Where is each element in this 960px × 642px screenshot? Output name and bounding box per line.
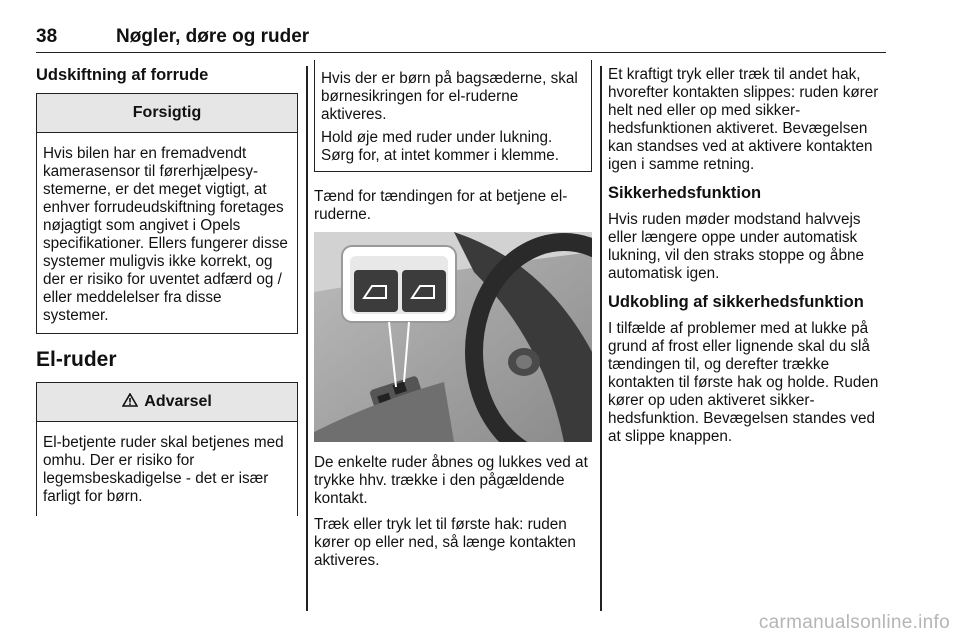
- warning-heading-text: Advarsel: [144, 393, 212, 410]
- notice-box-continued: [314, 60, 592, 172]
- page-header: [36, 26, 886, 53]
- paragraph-disable-safety: I tilfælde af problemer med at lukke på grund af frost eller lignende skal du slå tændingen til, og derefter trække kontakten til første hak og holde. Ruden kører op uden aktiveret sikkerhedsfunktion. Bevægelsen standes ved at slippe knappen.: [608, 320, 879, 445]
- column-left: [36, 60, 298, 516]
- page-number: 38: [36, 26, 58, 47]
- warning-body: [37, 422, 297, 516]
- warning-box: [36, 382, 298, 516]
- warning-triangle-icon: [122, 393, 142, 410]
- page-title: Nøgler, døre og ruder: [116, 26, 310, 47]
- warning-heading: [37, 383, 297, 422]
- watermark: carmanualsonline.info: [758, 612, 950, 633]
- warning-text: El-betjente ruder skal betjenes med omhu. Der er risiko for legemsbeskadigelse - det er især farligt for børn.: [43, 434, 284, 505]
- section-title-power-windows: El-ruder: [36, 348, 117, 371]
- column-right: [608, 60, 888, 454]
- column-divider-2: [600, 66, 602, 611]
- paragraph-ignition: Tænd for tændingen for at betjene el-ruderne.: [314, 188, 568, 223]
- paragraph-open-close: De enkelte ruder åbnes og lukkes ved at trykke hhv. trække i den pågældende kontakt.: [314, 454, 588, 507]
- paragraph-second-notch: Et kraftigt tryk eller træk til andet hak, hvorefter kontakten slippes: ruden kører helt ned eller op med sikkerhedsfunktionen aktiveret. Bevægelsen kan standses ved at aktivere kontakten igen i samme retning.: [608, 66, 879, 173]
- caution-text: Hvis bilen har en fremadvendt kamerasensor til førerhjælpesystemerne, er det meget vigtigt, at enhver forrudeudskiftning foretages nøjagtigt som angivet i Opels specifikationer. Ellers fungerer disse systemer muligvis ikke korrekt, og der er risiko for uventet adfærd og / eller meddelelser fra disse systemer.: [43, 145, 288, 324]
- window-switch-photo: [314, 232, 592, 442]
- notice-paragraph-1: Hvis der er børn på bagsæderne, skal børnesikringen for el-ruderne aktiveres.: [321, 70, 578, 123]
- column-middle: [314, 60, 592, 578]
- caution-heading: Forsigtig: [37, 94, 297, 133]
- paragraph-safety-function: Hvis ruden møder modstand halvvejs eller længere oppe under automatisk lukning, vil den straks stoppe og åbne automatisk igen.: [608, 211, 864, 282]
- section-title-windscreen: Udskiftning af forrude: [36, 66, 209, 84]
- heading-safety-function: Sikkerhedsfunktion: [608, 184, 762, 202]
- caution-body: [37, 133, 297, 333]
- column-divider-1: [306, 66, 308, 611]
- caution-box: [36, 93, 298, 334]
- heading-disable-safety: Udkobling af sikkerhedsfunktion: [608, 293, 864, 311]
- paragraph-first-notch: Træk eller tryk let til første hak: ruden kører op eller ned, så længe kontakten aktiveres.: [314, 516, 576, 569]
- notice-paragraph-2: Hold øje med ruder under lukning. Sørg for, at intet kommer i klemme.: [321, 129, 560, 164]
